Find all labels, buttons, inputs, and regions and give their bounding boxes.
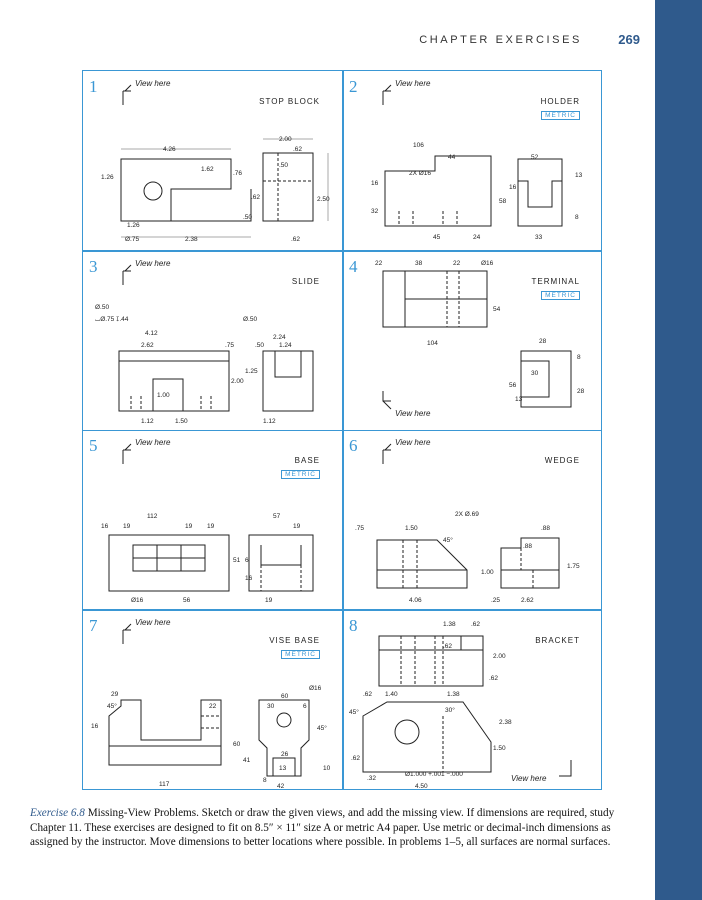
dim-2-00: 2.00 [279,136,292,143]
metric-badge: METRIC [281,650,320,659]
dim-1-50: 1.50 [493,745,506,752]
dim-62c: .62 [489,675,499,682]
dim-51: 51 [233,557,241,564]
dim-44: 44 [448,154,456,161]
dim-50: .50 [279,162,289,169]
dim-62c: .62 [291,236,301,243]
dim-6: 6 [303,703,307,710]
problem-1-drawing [83,71,342,250]
dim-16: 16 [101,523,109,530]
problem-8-cell [343,610,602,789]
dim-2-24: 2.24 [273,334,286,341]
problem-2-cell [343,71,602,250]
part-title: VISE BASE [269,636,320,645]
dim-2-38: 2.38 [499,719,512,726]
part-title: HOLDER [540,97,580,106]
dim-1-00: 1.00 [157,392,170,399]
part-title: STOP BLOCK [259,97,320,106]
dim-30: 30 [267,703,275,710]
dim-24: 24 [473,234,481,241]
dim-26: 26 [281,751,289,758]
dim-25: .25 [491,597,501,604]
dim-62b: .62 [443,643,453,650]
problem-number: 4 [349,257,358,276]
view-here-label: View here [395,79,431,88]
dim-dia-75: Ø.75 [125,236,140,243]
dim-2-50: 2.50 [317,196,330,203]
dim-1-12b: 1.12 [263,418,276,425]
problem-8-drawing [343,610,602,789]
problem-number: 8 [349,616,358,635]
problem-3-cell [83,251,342,430]
view-here-label: View here [395,438,431,447]
dim-19: 19 [123,523,131,530]
dim-62: .62 [293,146,303,153]
dim-1-38b: 1.38 [447,691,460,698]
dim-32: 32 [371,208,379,215]
dim-2x-dia-16: 2X Ø16 [409,170,432,177]
dim-19d: 19 [293,523,301,530]
dim-dia-16: Ø16 [481,260,494,267]
dim-42: 42 [277,783,285,789]
dim-4-06: 4.06 [409,597,422,604]
dim-50c: .50 [255,342,265,349]
part-title: BRACKET [535,636,580,645]
view-here-label: View here [135,438,171,447]
part-title: TERMINAL [531,277,580,286]
problem-number: 7 [89,616,98,635]
dim-2-00: 2.00 [493,653,506,660]
dim-75: .75 [355,525,365,532]
dim-56: 56 [183,597,191,604]
dim-1-38: 1.38 [443,621,456,628]
dim-cbore: ⌴Ø.75 ↧.44 [95,316,129,323]
page-header [0,32,640,52]
problem-number: 2 [349,77,358,96]
dim-117: 117 [159,781,170,788]
dim-33: 33 [535,234,543,241]
problem-1-cell [83,71,342,250]
problem-number: 1 [89,77,98,96]
dim-1-75: 1.75 [567,563,580,570]
dim-2-00: 2.00 [231,378,244,385]
dim-45: 45 [433,234,441,241]
view-here-label: View here [395,409,431,418]
dim-45-deg: 45° [349,709,359,716]
problem-3-drawing [83,251,342,430]
exercise-label: Exercise 6.8 [30,807,85,819]
view-here-label: View here [511,774,547,783]
caption-text: Missing-View Problems. Sketch or draw the given views, and add the missing view. If dimensions are required, study Chapter 11. These exercises are designed to fit on 8.5″ × 11″ size A or metric A4 paper. Use metric or decimal-inch dimensions as assigned by the instructor. Move dimensions to better locations where possible. In problems 1–5, all surfaces are normal surfaces. [30,807,615,848]
dim-32: .32 [367,775,377,782]
dim-2x-dia-69: 2X Ø.69 [455,511,479,518]
dim-62d: .62 [363,691,373,698]
dim-106: 106 [413,142,424,149]
dim-38: 38 [415,260,423,267]
dim-4-26: 4.26 [163,146,176,153]
dim-57: 57 [273,513,281,520]
dim-16b: 16 [509,184,517,191]
dim-30-deg: 30° [445,707,455,714]
dim-76: .76 [233,170,243,177]
problem-number: 3 [89,257,98,276]
dim-1-40: 1.40 [385,691,398,698]
metric-badge: METRIC [541,111,580,120]
dim-1-50: 1.50 [175,418,188,425]
dim-88b: .88 [523,543,533,550]
chapter-title: CHAPTER EXERCISES [419,34,582,46]
problem-2-drawing [343,71,602,250]
dim-2-38: 2.38 [185,236,198,243]
dim-22: 22 [209,703,217,710]
dim-62: .62 [471,621,481,628]
dim-41: 41 [243,757,251,764]
dim-8: 8 [263,777,267,784]
dim-56: 56 [509,382,517,389]
dim-22: 22 [375,260,383,267]
dim-30: 30 [531,370,539,377]
problem-number: 6 [349,436,358,455]
view-here-label: View here [135,259,171,268]
dim-dia-16: Ø16 [131,597,144,604]
problem-7-cell [83,610,342,789]
dim-6: 6 [245,557,249,564]
dim-dia-50: Ø.50 [95,304,110,311]
page-number: 269 [618,32,640,47]
metric-badge: METRIC [541,291,580,300]
dim-16b: 16 [245,575,253,582]
dim-16: 16 [91,723,99,730]
dim-58: 58 [499,198,507,205]
dim-45-deg-b: 45° [317,725,327,732]
dim-2-62: 2.62 [521,597,534,604]
dim-13: 13 [575,172,583,179]
chapter-sidebar-tab [655,0,702,900]
exercise-grid [82,70,602,790]
dim-4-12: 4.12 [145,330,158,337]
dim-1-24: 1.24 [279,342,292,349]
dim-1-00: 1.00 [481,569,494,576]
problem-7-drawing [83,610,342,789]
view-here-label: View here [135,79,171,88]
dim-8: 8 [577,354,581,361]
dim-2-62: 2.62 [141,342,154,349]
dim-4-50: 4.50 [415,783,428,789]
dim-28: 28 [539,338,547,345]
dim-29: 29 [111,691,119,698]
dim-45-deg: 45° [443,537,453,544]
dim-19b: 19 [185,523,193,530]
dim-60b: 60 [233,741,241,748]
dim-1-12: 1.12 [141,418,154,425]
dim-88: .88 [541,525,551,532]
problem-5-drawing [83,430,342,609]
dim-52: 52 [531,154,539,161]
problem-6-cell [343,430,602,609]
dim-1-26: 1.26 [101,174,114,181]
dim-50b: .50 [243,214,253,221]
dim-10: 10 [323,765,331,772]
dim-62b: .62 [251,194,261,201]
dim-60: 60 [281,693,289,700]
metric-badge: METRIC [281,470,320,479]
dim-19e: 19 [265,597,273,604]
part-title: WEDGE [544,456,580,465]
dim-dia-1-000: Ø1.000 +.001 −.000 [405,771,463,778]
problem-4-drawing [343,251,602,430]
problem-6-drawing [343,430,602,609]
dim-28b: 28 [577,388,585,395]
dim-104: 104 [427,340,438,347]
figure-caption [30,806,645,850]
dim-22b: 22 [453,260,461,267]
problem-5-cell [83,430,342,609]
dim-13: 13 [279,765,287,772]
dim-1-26b: 1.26 [127,222,140,229]
dim-19c: 19 [207,523,215,530]
dim-62e: .62 [351,755,361,762]
dim-54: 54 [493,306,501,313]
part-title: SLIDE [291,277,320,286]
dim-75: .75 [225,342,235,349]
dim-16: 16 [371,180,379,187]
dim-dia-50b: Ø.50 [243,316,258,323]
part-title: BASE [294,456,320,465]
view-here-label: View here [135,618,171,627]
dim-1-62: 1.62 [201,166,214,173]
problem-number: 5 [89,436,98,455]
problem-4-cell [343,251,602,430]
dim-112: 112 [147,513,158,520]
dim-13: 13 [515,396,523,403]
dim-1-50: 1.50 [405,525,418,532]
dim-1-25: 1.25 [245,368,258,375]
dim-8: 8 [575,214,579,221]
dim-45-deg: 45° [107,703,117,710]
dim-dia-16: Ø16 [309,685,322,692]
